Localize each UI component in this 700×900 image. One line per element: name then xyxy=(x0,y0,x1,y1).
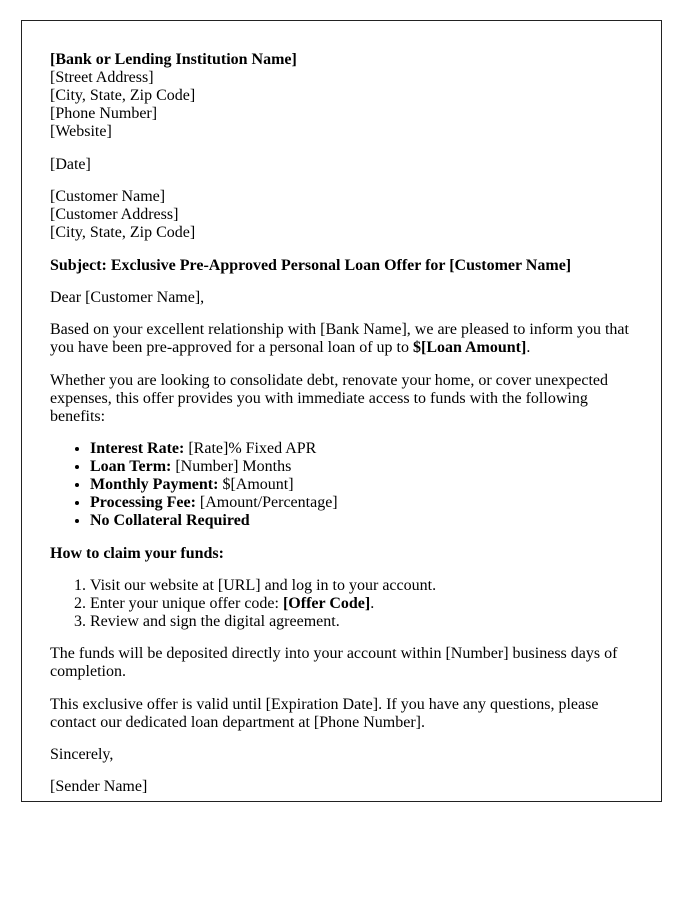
loan-offer-letter xyxy=(21,20,662,802)
step-text-pre: Visit our website at [URL] and log in to your account. xyxy=(90,576,437,594)
step-text-post: . xyxy=(370,594,375,612)
benefit-item-no-collateral xyxy=(90,512,633,530)
claim-step-sign-agreement xyxy=(90,613,633,631)
intro-paragraph xyxy=(50,321,633,357)
validity-paragraph: This exclusive offer is valid until [Expiration Date]. If you have any questions, please contact our dedicated loan department at [Phone Number]. xyxy=(50,695,599,731)
loan-amount-placeholder: $[Loan Amount] xyxy=(412,339,527,357)
sender-city-state-zip: [City, State, Zip Code] xyxy=(50,87,196,105)
benefit-item-monthly-payment xyxy=(90,476,633,494)
benefit-value: [Rate]% Fixed APR xyxy=(184,440,317,458)
sender-website: [Website] xyxy=(50,123,112,141)
sender-street: [Street Address] xyxy=(50,69,154,87)
benefit-value: [Amount/Percentage] xyxy=(195,494,338,512)
offer-code-placeholder: [Offer Code] xyxy=(282,594,371,612)
intro-text-pre: Based on your excellent relationship with [Bank Name], we are pleased to inform you that you have been pre-approved for a personal loan of up to xyxy=(50,321,629,357)
recipient-address-block xyxy=(50,188,633,242)
benefit-label: No Collateral Required xyxy=(90,512,250,530)
benefits-list xyxy=(50,440,633,530)
benefit-item-interest-rate xyxy=(90,440,633,458)
subject-line xyxy=(50,257,633,275)
claim-step-enter-offer-code xyxy=(90,595,633,613)
benefit-label: Loan Term: xyxy=(90,458,172,476)
benefits-intro-paragraph: Whether you are looking to consolidate debt, renovate your home, or cover unexpected expenses, this offer provides you with immediate access to funds with the following benefits: xyxy=(50,371,609,425)
date-line: [Date] xyxy=(50,155,91,173)
step-text-pre: Review and sign the digital agreement. xyxy=(90,612,340,630)
subject-text: Subject: Exclusive Pre-Approved Personal Loan Offer for [Customer Name] xyxy=(50,256,572,274)
claim-heading-text: How to claim your funds: xyxy=(50,544,224,562)
signature-line: [Sender Name] xyxy=(50,778,148,796)
benefit-label: Processing Fee: xyxy=(90,494,196,512)
step-text-pre: Enter your unique offer code: xyxy=(90,594,283,612)
claim-step-visit-website xyxy=(90,577,633,595)
benefit-item-loan-term xyxy=(90,458,633,476)
closing-line: Sincerely, xyxy=(50,746,114,764)
benefit-label: Monthly Payment: xyxy=(90,476,219,494)
recipient-address: [Customer Address] xyxy=(50,206,179,224)
benefit-value: [Number] Months xyxy=(171,458,292,476)
sender-phone: [Phone Number] xyxy=(50,105,158,123)
benefit-value: $[Amount] xyxy=(218,476,294,494)
claim-heading xyxy=(50,545,633,563)
intro-text-post: . xyxy=(526,339,531,357)
bank-name: [Bank or Lending Institution Name] xyxy=(50,51,297,69)
recipient-name: [Customer Name] xyxy=(50,188,166,206)
recipient-city-state-zip: [City, State, Zip Code] xyxy=(50,224,196,242)
deposit-paragraph: The funds will be deposited directly into your account within [Number] business days of completion. xyxy=(50,645,618,681)
claim-steps-list xyxy=(50,577,633,631)
benefit-item-processing-fee xyxy=(90,494,633,512)
benefit-label: Interest Rate: xyxy=(90,440,185,458)
salutation: Dear [Customer Name], xyxy=(50,288,205,306)
sender-address-block xyxy=(50,51,633,141)
